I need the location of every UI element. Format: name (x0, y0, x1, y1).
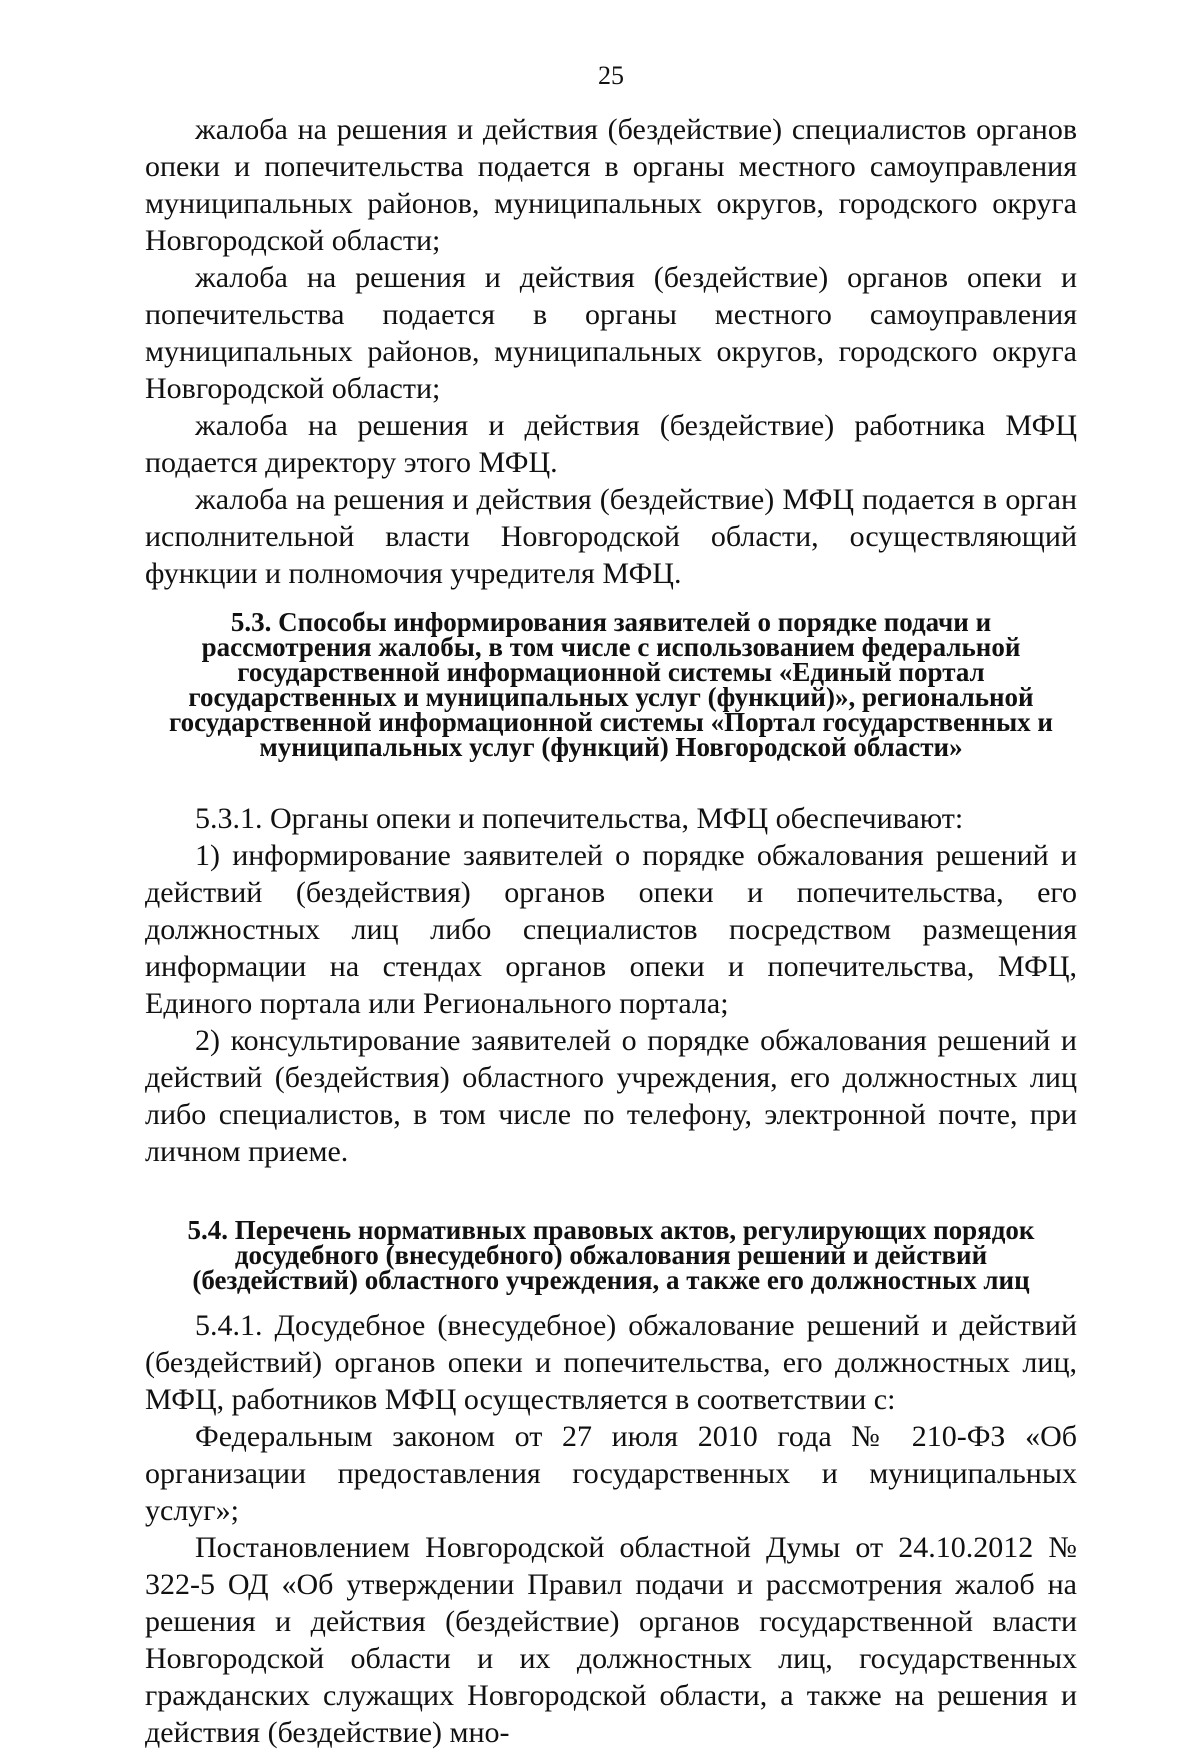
paragraph-complaint-mfc-employee: жалоба на решения и действия (бездействие) работника МФЦ подается директору этого МФЦ. (145, 409, 1077, 479)
page-number: 25 (598, 61, 624, 90)
document-page (145, 0, 1077, 1751)
section-heading-5-4: 5.4. Перечень нормативных правовых актов, регулирующих порядок досудебного (внесудебного) обжалования решений и действий (бездействий) областного учреждения, а также его должностных лиц (187, 1215, 1035, 1295)
paragraph-5-4-1: 5.4.1. Досудебное (внесудебное) обжалование решений и действий (бездействий) органов опеки и попечительства, его должностных лиц, МФЦ, работников МФЦ осуществляется в соответствии с: (145, 1309, 1077, 1416)
paragraph-complaint-mfc: жалоба на решения и действия (бездействие) МФЦ подается в орган исполнительной власти Новгородской области, осуществляющий функции и полномочия учредителя МФЦ. (145, 483, 1077, 590)
paragraph-complaint-specialists: жалоба на решения и действия (бездействие) специалистов органов опеки и попечительства подается в органы местного самоуправления муниципальных районов, муниципальных округов, городского округа Новгородской области; (145, 113, 1077, 257)
paragraph-5-3-1-item-1: 1) информирование заявителей о порядке обжалования решений и действий (бездействия) органов опеки и попечительства, его должностных лиц либо специалистов посредством размещения информации на стендах органов опеки и попечительства, МФЦ, Единого портала или Регионального портала; (145, 839, 1077, 1020)
paragraph-5-3-1-item-2: 2) консультирование заявителей о порядке обжалования решений и действий (бездействия) областного учреждения, его должностных лиц либо специалистов, в том числе по телефону, электронной почте, при личном приеме. (145, 1024, 1077, 1168)
paragraph-regional-resolution: Постановлением Новгородской областной Думы от 24.10.2012 № 322-5 ОД «Об утверждении Правил подачи и рассмотрения жалоб на решения и действия (бездействие) органов государственной власти Новгородской области и их должностных лиц, государственных гражданских служащих Новгородской области, а также на решения и действия (бездействие) мно- (145, 1531, 1077, 1749)
paragraph-federal-law: Федеральным законом от 27 июля 2010 года № 210-ФЗ «Об организации предоставления государственных и муниципальных услуг»; (145, 1420, 1077, 1527)
paragraph-complaint-guardianship-bodies: жалоба на решения и действия (бездействие) органов опеки и попечительства подается в органы местного самоуправления муниципальных районов, муниципальных округов, городского округа Новгородской области; (145, 261, 1077, 405)
paragraph-5-3-1: 5.3.1. Органы опеки и попечительства, МФЦ обеспечивают: (195, 802, 964, 835)
section-heading-5-3: 5.3. Способы информирования заявителей о порядке подачи и рассмотрения жалобы, в том числе с использованием федеральной государственной информационной системы «Единый портал государственных и муниципальных услуг (функций)», региональной государственной информационной системы «Портал государственных и муниципальных услуг (функций) Новгородской области» (169, 607, 1053, 762)
